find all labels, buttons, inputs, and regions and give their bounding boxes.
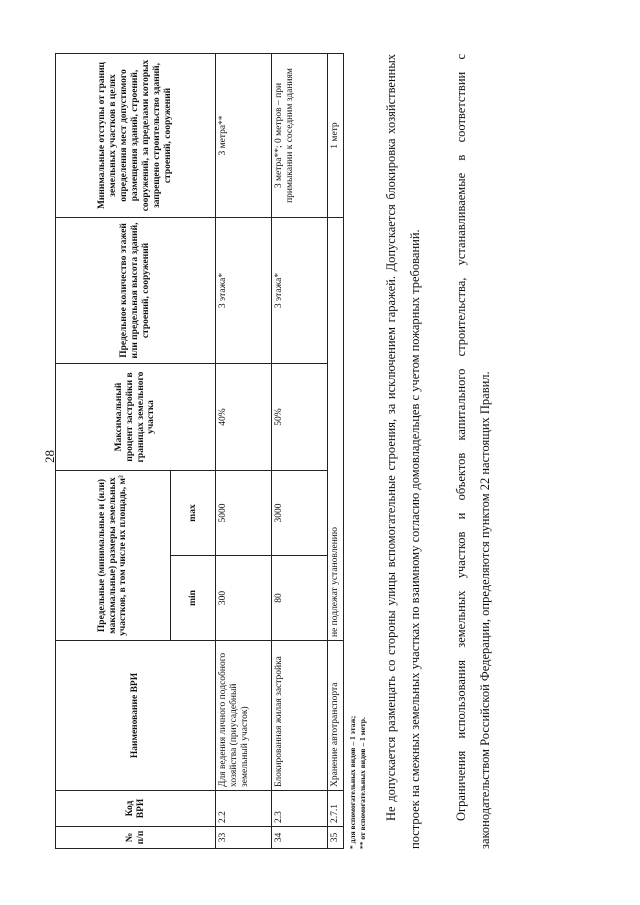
header-sizes [56,471,171,641]
footnote: ** от вспомогательных видов – 1 метр. [358,717,368,849]
header-floors: Предельное количество этажей или предельная высота зданий, строений, сооружений [56,218,216,364]
table-row [328,54,344,849]
footnotes [348,716,368,849]
header-setback: Минимальные отступы от границ земельных участков в целях определения мест допустимого размещения зданий, строений, сооружений, за пределами которых запрещено строительство зданий, строений, сооружений [56,54,216,218]
table-row [272,54,328,849]
row-percent: 50% [272,364,328,471]
header-max: max [171,471,216,556]
row-setback: 1 метр [328,54,344,218]
row-name: Для ведения личного подсобного хозяйства (приусадебный земельный участок) [216,641,272,791]
row-name: Блокированная жилая застройка [272,641,328,791]
row-name: Хранение автотранспорта [328,641,344,791]
row-min: 300 [216,556,272,641]
header-code: Код ВРИ [56,791,216,827]
row-max: 5000 [216,471,272,556]
row-percent: 40% [216,364,272,471]
row-code: 2.2 [216,791,272,827]
row-sizes-merged: не подлежат установлению [328,218,344,641]
row-setback: 3 метра**; 0 метров – при примыкании к соседним зданиям [272,54,328,218]
header-row [56,54,171,849]
header-name: Наименование ВРИ [56,641,216,791]
row-code: 2.3 [272,791,328,827]
table-row [216,54,272,849]
land-use-table [55,53,344,849]
row-num: 35 [328,827,344,849]
row-num: 33 [216,827,272,849]
footnote: * для вспомогательных видов – 1 этаж; [348,715,357,849]
row-floors: 3 этажа* [216,218,272,364]
page-number: 28 [42,450,57,463]
row-max: 3000 [272,471,328,556]
row-min: 80 [272,556,328,641]
row-floors: 3 этажа* [272,218,328,364]
row-code: 2.7.1 [328,791,344,827]
header-min: min [171,556,216,641]
header-percent: Максимальный процент застройки в границах земельного участка [56,364,216,471]
row-num: 34 [272,827,328,849]
paragraph-garages: Не допускается размещать со стороны улицы вспомогательные строения, за исключением гаражей. Допускается блокировка хозяйственных построек на смежных земельных участках по взаимному согласию домовладельцев с учетом пожарных требований. [384,54,422,849]
row-setback: 3 метра** [216,54,272,218]
paragraph-restrictions: Ограничения использования земельных участков и объектов капитального строительства, устанавливаемые в соответствии с законодательством Российской Федерации, определяются пунктом 22 настоящих Правил. [454,54,492,849]
header-num: № п/п [56,827,216,849]
header-sizes-text: Предельные (минимальные и (или) максимальные) размеры земельных участков, в том числе их площадь, м² [96,475,129,636]
